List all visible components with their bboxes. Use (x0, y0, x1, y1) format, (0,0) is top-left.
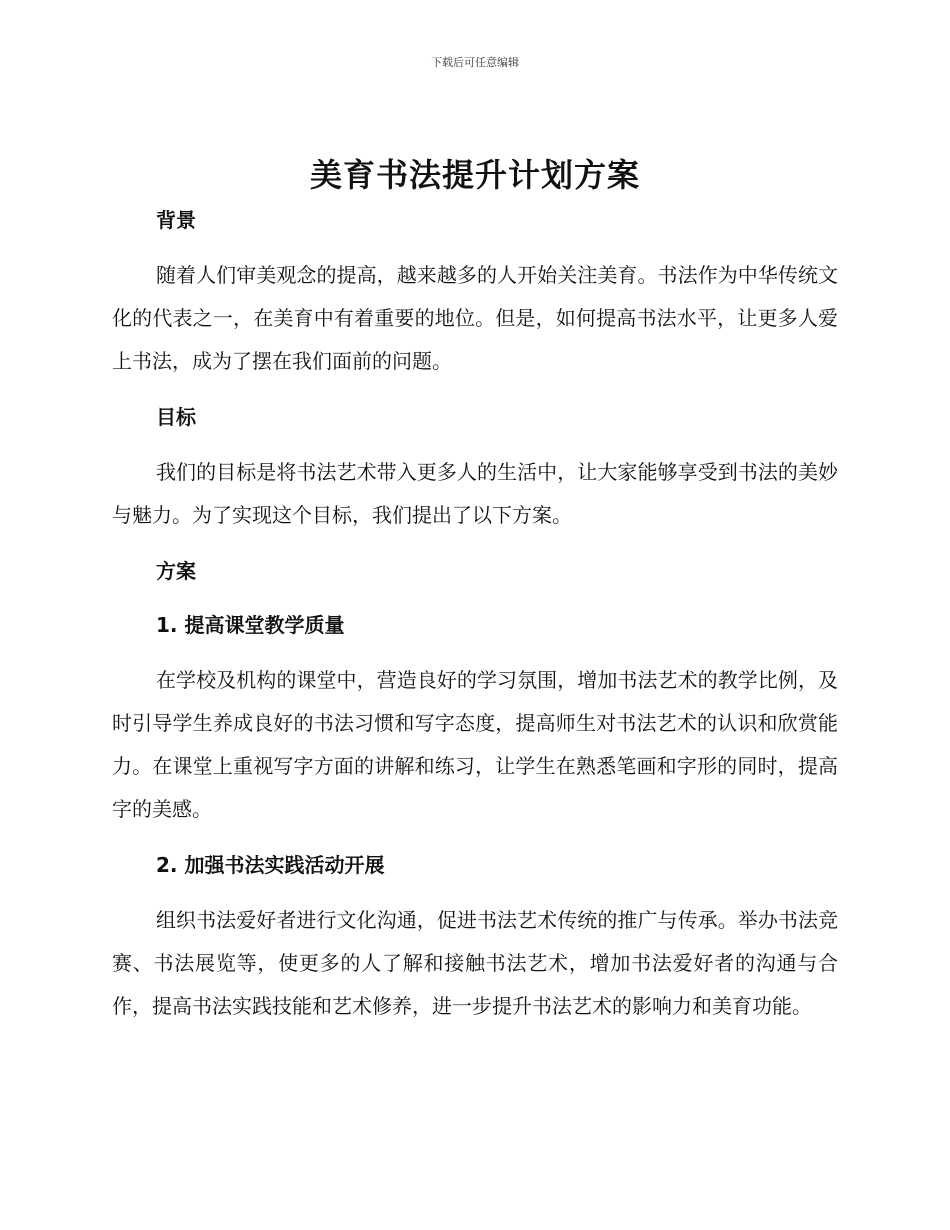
page-header-note: 下载后可任意编辑 (431, 56, 519, 69)
paragraph-background: 随着人们审美观念的提高，越来越多的人开始关注美育。书法作为中华传统文化的代表之一，在美育中有着重要的地位。但是，如何提高书法水平，让更多人爱上书法，成为了摆在我们面前的问题。 (112, 263, 838, 373)
document-body (112, 200, 838, 1028)
section-heading-plan: 方案 (156, 559, 196, 583)
section-heading-background: 背景 (156, 208, 196, 232)
paragraph-goal: 我们的目标是将书法艺术带入更多人的生活中，让大家能够享受到书法的美妙与魅力。为了实现这个目标，我们提出了以下方案。 (112, 460, 838, 527)
section-heading-plan-1: 1. 提高课堂教学质量 (156, 613, 345, 637)
paragraph-plan-2: 组织书法爱好者进行文化沟通，促进书法艺术传统的推广与传承。举办书法竞赛、书法展览等，使更多的人了解和接触书法艺术，增加书法爱好者的沟通与合作，提高书法实践技能和艺术修养，进一步提升书法艺术的影响力和美育功能。 (112, 908, 838, 1018)
section-heading-plan-2: 2. 加强书法实践活动开展 (156, 853, 385, 877)
document-title: 美育书法提升计划方案 (309, 156, 640, 194)
section-heading-goal: 目标 (156, 405, 196, 429)
paragraph-plan-1: 在学校及机构的课堂中，营造良好的学习氛围，增加书法艺术的教学比例，及时引导学生养成良好的书法习惯和写字态度，提高师生对书法艺术的认识和欣赏能力。在课堂上重视写字方面的讲解和练习，让学生在熟悉笔画和字形的同时，提高字的美感。 (112, 668, 838, 821)
